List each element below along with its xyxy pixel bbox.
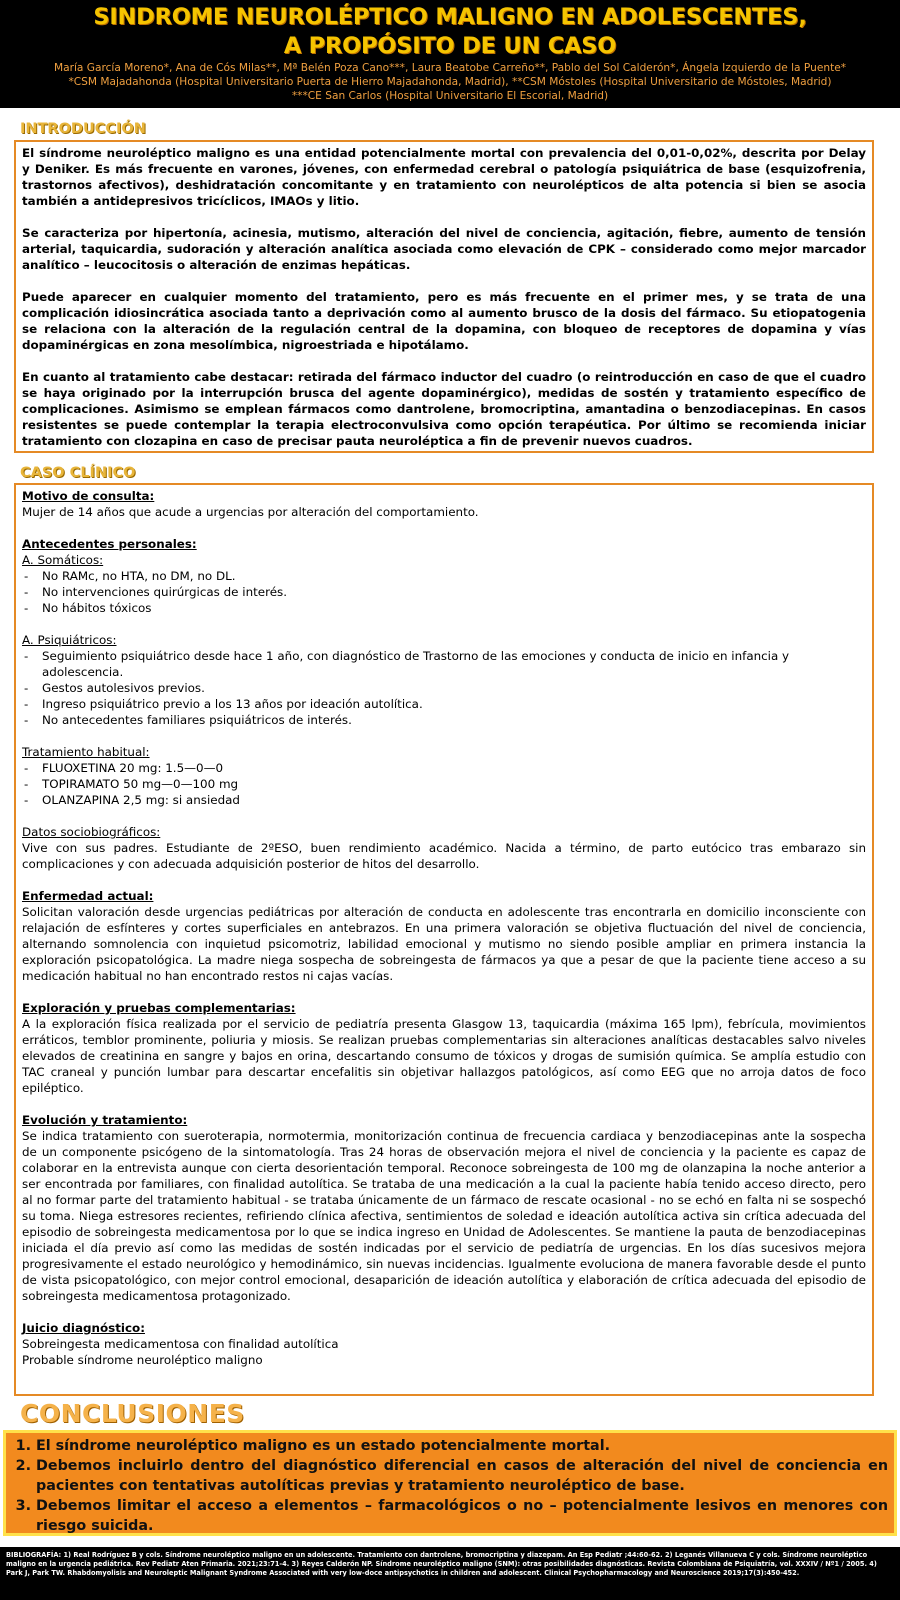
juicio-line-1: Sobreingesta medicamentosa con finalidad autolítica [22, 1337, 339, 1351]
affiliation-2: ***CE San Carlos (Hospital Universitario El Escorial, Madrid) [291, 90, 609, 102]
evolucion-label: Evolución y tratamiento: [22, 1113, 188, 1127]
intro-heading: INTRODUCCIÓN [20, 121, 146, 137]
antecedentes-label: Antecedentes personales: [22, 537, 197, 551]
case-box [14, 483, 874, 1396]
exploracion-text: A la exploración física realizada por el servicio de pediatría presenta Glasgow 13, taquicardia (máxima 165 lpm), febrícula, movimientos erráticos, temblor prominente, poliuria y miosis. Se realizan pruebas complementarias sin alteraciones analíticas destacables salvo niveles elevados de creatinina en sangre y bajos en orina, descartando consumo de tóxicos y drogas de sumisión química. Se amplía estudio con TAC craneal y punción lumbar para descartar encefalitis sin objetivar hallazgos patológicos, así como EEG que no arroja datos de foco epiléptico. [22, 1017, 866, 1095]
evolucion-text: Se indica tratamiento con sueroterapia, normotermia, monitorización continua de frecuencia cardiaca y benzodiacepinas ante la sospecha de un componente psicógeno de la sintomatología. Tras 24 horas de observación mejora el nivel de conciencia y la paciente es capaz de colaborar en la entrevista aunque con cierta desorientación temporal. Reconoce sobreingesta de 100 mg de olanzapina la noche anterior a ser encontrada por familiares, con finalidad autolítica. Se trataba de una medicación a la cual la paciente había tenido acceso directo, pero al no formar parte del tratamiento habitual - se trataba únicamente de un fármaco de rescate ocasional - no se echó en falta ni se sospechó su toma. Niega estresores recientes, refiriendo clínica afectiva, sentimientos de soledad e ideación autolítica activa sin crítica adecuada del episodio de sobreingesta medicamentosa por lo que se indica ingreso en Unidad de Adolescentes. Se mantiene la pauta de benzodiacepinas iniciada el día previo así como las medidas de sostén indicadas por el servicio de pediatría de urgencias. En los días sucesivos mejora progresivamente el estado neurológico y hemodinámico, sin nuevas incidencias. Igualmente evoluciona de manera favorable desde el punto de vista psicopatológico, con mejor control emocional, desaparición de ideación autolítica y elaboración de crítica adecuada del episodio de sobreingesta medicamentosa protagonizado. [22, 1129, 866, 1303]
affiliation-1: *CSM Majadahonda (Hospital Universitario Puerta de Hierro Majadahonda, Madrid), **CSM Móstoles (Hospital Universitario de Móstoles, Madrid) [68, 76, 832, 88]
enfermedad-label: Enfermedad actual: [22, 889, 154, 903]
motivo-text: Mujer de 14 años que acude a urgencias por alteración del comportamiento. [22, 505, 479, 519]
tratamiento-label: Tratamiento habitual: [22, 745, 150, 759]
list-item: - Seguimiento psiquiátrico desde hace 1 año, con diagnóstico de Trastorno de las emociones y conducta de inicio en infancia y adolescencia. [22, 648, 866, 680]
conclusion-item: 1. El síndrome neuroléptico maligno es un estado potencialmente mortal. [36, 1436, 888, 1456]
list-item: - No hábitos tóxicos [22, 600, 866, 616]
list-item: - TOPIRAMATO 50 mg—0—100 mg [22, 776, 866, 792]
case-heading: CASO CLÍNICO [20, 465, 136, 481]
enfermedad-text: Solicitan valoración desde urgencias pediátricas por alteración de conducta en adolescente tras encontrarla en domicilio inconsciente con relajación de esfínteres y cortes superficiales en antebrazos. En una primera valoración se objetiva fluctuación del nivel de conciencia, alternando somnolencia con inquietud psicomotriz, labilidad emocional y mutismo no siendo posible ampliar en primera instancia la exploración psicopatológica. La madre niega sospecha de sobreingesta de fármacos ya que a pesar de que la paciente tiene acceso a su medicación habitual no han encontrado restos ni cajas vacías. [22, 905, 866, 983]
intro-paragraph-3: Puede aparecer en cualquier momento del tratamiento, pero es más frecuente en el primer mes, y se trata de una complicación idiosincrática asociada tanto a deprivación como al aumento brusco de la dosis del fármaco. Su etiopatogenia se relaciona con la alteración de la regulación central de la dopamina, con bloqueo de receptores de dopamina y vías dopaminérgicas en zona mesolímbica, nigroestriada e hipotálamo. [22, 290, 866, 352]
authors: María García Moreno*, Ana de Cós Milas**, Mª Belén Poza Cano***, Laura Beatobe Carreño**, Pablo del Sol Calderón*, Ángela Izquierdo de la Puente* [53, 62, 847, 74]
exploracion-label: Exploración y pruebas complementarias: [22, 1001, 296, 1015]
poster-header [0, 0, 900, 108]
conclusions-heading: CONCLUSIONES [20, 1399, 245, 1428]
motivo-label: Motivo de consulta: [22, 489, 155, 503]
list-item: - No intervenciones quirúrgicas de interés. [22, 584, 866, 600]
conclusion-item: 3. Debemos limitar el acceso a elementos – farmacológicos o no – potencialmente lesivos en menores con riesgo suicida. [36, 1496, 888, 1536]
list-item: - FLUOXETINA 20 mg: 1.5—0—0 [22, 760, 866, 776]
datos-label: Datos sociobiográficos: [22, 825, 161, 839]
conclusion-item: 2. Debemos incluirlo dentro del diagnóstico diferencial en casos de alteración del nivel de conciencia en pacientes con tentativas autolíticas previas y tratamiento neuroléptico de base. [36, 1456, 888, 1496]
somaticos-label: A. Somáticos: [22, 553, 104, 567]
datos-text: Vive con sus padres. Estudiante de 2ºESO, buen rendimiento académico. Nacida a término, de parto eutócico tras embarazo sin complicaciones y con adecuada adquisición posterior de hitos del desarrollo. [22, 841, 866, 871]
juicio-line-2: Probable síndrome neuroléptico maligno [22, 1353, 263, 1367]
title-line-2: A PROPÓSITO DE UN CASO [283, 33, 617, 59]
tratamiento-list [22, 760, 866, 808]
intro-box [14, 140, 874, 453]
list-item: - OLANZAPINA 2,5 mg: si ansiedad [22, 792, 866, 808]
conclusions-list [12, 1436, 888, 1536]
intro-paragraph-4: En cuanto al tratamiento cabe destacar: retirada del fármaco inductor del cuadro (o reintroducción en caso de que el cuadro se haya originado por la interrupción brusca del agente dopaminérgico), medidas de sostén y tratamiento específico de complicaciones. Asimismo se emplean fármacos como dantrolene, bromocriptina, amantadina o benzodiacepinas. En casos resistentes se puede contemplar la terapia electroconvulsiva como opción terapéutica. Por último se recomienda iniciar tratamiento con clozapina en caso de precisar pauta neuroléptica a fin de prevenir nuevos cuadros. [22, 370, 866, 448]
intro-paragraph-1: El síndrome neuroléptico maligno es una entidad potencialmente mortal con prevalencia del 0,01-0,02%, descrita por Delay y Deniker. Es más frecuente en varones, jóvenes, con enfermedad cerebral o patología psiquiátrica de base (esquizofrenia, trastornos afectivos), deshidratación concomitante y en tratamiento con neurolépticos de alta potencia si bien se asocia también a antidepresivos tricíclicos, IMAOs y litio. [22, 146, 866, 208]
psiquiatricos-list [22, 648, 866, 728]
title-line-1: SINDROME NEUROLÉPTICO MALIGNO EN ADOLESCENTES, [93, 4, 807, 30]
intro-paragraph-2: Se caracteriza por hipertonía, acinesia, mutismo, alteración del nivel de conciencia, agitación, fiebre, aumento de tensión arterial, taquicardia, sudoración y alteración analítica asociada como elevación de CPK – considerado como mejor marcador analítico – leucocitosis o alteración de enzimas hepáticas. [22, 226, 866, 272]
somaticos-list [22, 568, 866, 616]
conclusions-box [3, 1430, 897, 1536]
bibliography: BIBLIOGRAFÍA: 1) Real Rodríguez B y cols. Síndrome neuroléptico maligno en un adolescente. Tratamiento con dantrolene, bromocriptina y diazepam. An Esp Pediatr ;44:60-62. 2) Leganés Villanueva C y cols. Síndrome neuroléptico maligno en la urgencia pediátrica. Rev Pediatr Aten Primaria. 2021;23:71-4. 3) Reyes Calderón NP. Síndrome neuroléptico maligno (SNM): otras posibilidades diagnósticas. Revista Colombiana de Psiquiatría, vol. XXXIV / Nº1 / 2005. 4) Park J, Park TW. Rhabdomyolisis and Neuroleptic Malignant Syndrome Associated with very low-doce antipsychotics in children and adolescent. Clinical Psychopharmacology and Neuroscience 2019;17(3):450-452. [0, 1547, 900, 1600]
list-item: - No RAMc, no HTA, no DM, no DL. [22, 568, 866, 584]
list-item: - Ingreso psiquiátrico previo a los 13 años por ideación autolítica. [22, 696, 866, 712]
list-item: - Gestos autolesivos previos. [22, 680, 866, 696]
psiquiatricos-label: A. Psiquiátricos: [22, 633, 117, 647]
poster-title [0, 3, 900, 61]
juicio-label: Juicio diagnóstico: [22, 1321, 145, 1335]
list-item: - No antecedentes familiares psiquiátricos de interés. [22, 712, 866, 728]
